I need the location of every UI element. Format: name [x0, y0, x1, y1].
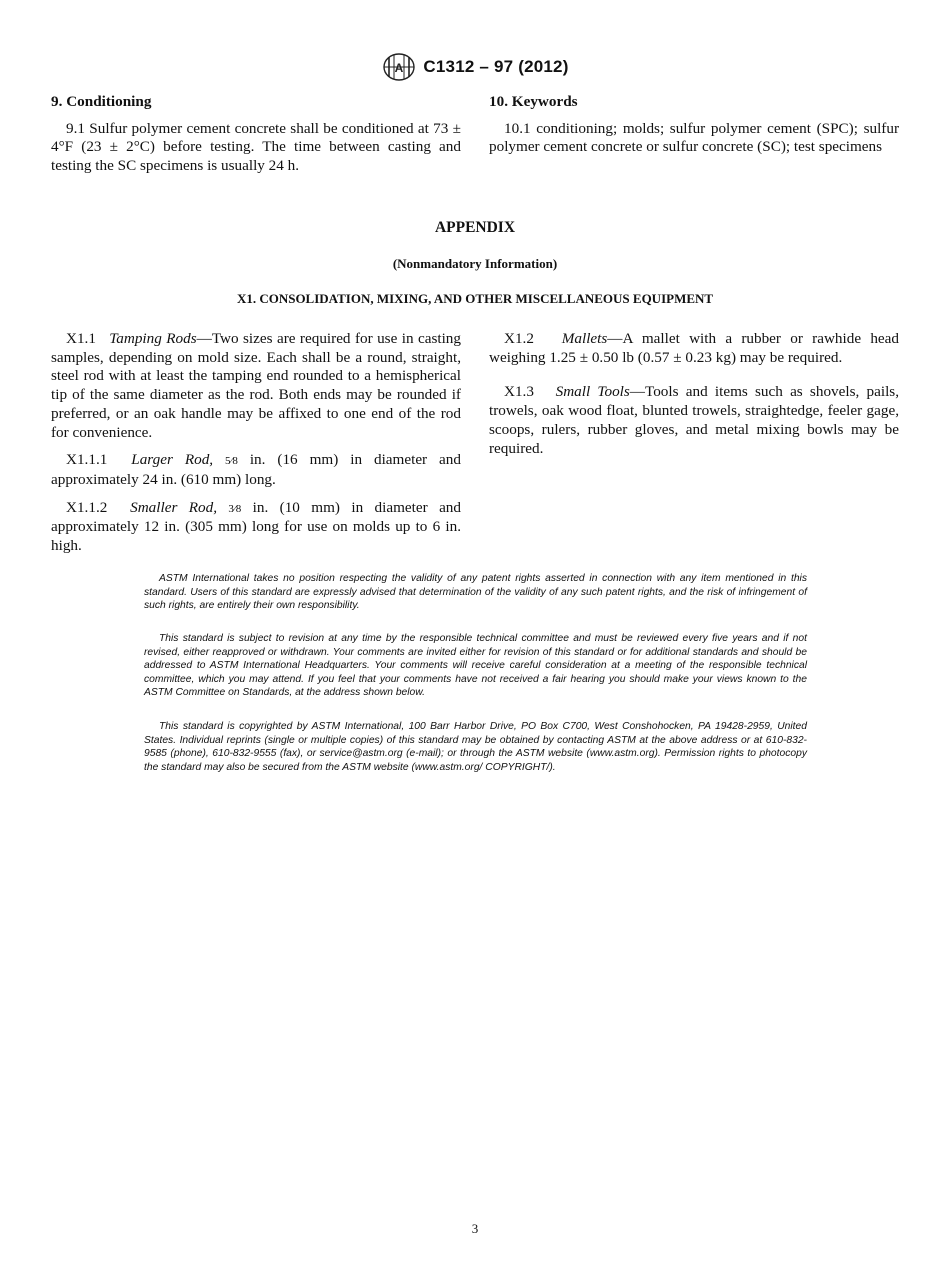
patent-notice: ASTM International takes no position respecting the validity of any patent rights asserted in connection with any item mentioned in this standard. Users of this standard are expressly advised that determination of the validity of any such patent rights, and the risk of infringement of such rights, are entirely their own responsibility.: [144, 573, 807, 612]
x1-3-paragraph: X1.3 Small Tools—Tools and items such as shovels, pails, trowels, oak wood float, blunted trowels, straightedge, feeler gage, scoops, rulers, rubber gloves, and metal mixing bowls may be required.: [489, 383, 899, 457]
page-number: 3: [471, 1221, 479, 1236]
x1-1-paragraph: X1.1 Tamping Rods—Two sizes are required for use in casting samples, depending on mold size. Each shall be a round, straight, steel rod with at least the tamping end rounded to a hemispherical tip of the same diameter as the rod. Both ends may be rounded if preferred, or an oak handle may be affixed to one end of the rod for convenience.: [51, 330, 461, 441]
section-10-1-paragraph: 10.1 conditioning; molds; sulfur polymer cement (SPC); sulfur polymer cement concrete or sulfur concrete (SC); test specimens: [489, 119, 899, 156]
right-column-top: [489, 93, 899, 157]
appendix-title: APPENDIX: [434, 219, 516, 236]
section-9-heading: 9. Conditioning: [51, 93, 152, 110]
section-9-1-paragraph: 9.1 Sulfur polymer cement concrete shall be conditioned at 73 ± 4°F (23 ± 2°C) before testing. The time between casting and testing the SC specimens is usually 24 h.: [51, 119, 461, 175]
revision-notice: This standard is subject to revision at any time by the responsible technical committee and must be reviewed every five years and if not revised, either reapproved or withdrawn. Your comments are invited either for revision of this standard or for additional standards and should be addressed to ASTM International Headquarters. Your comments will receive careful consideration at a meeting of the responsible technical committee, which you may attend. If you feel that your comments have not received a fair hearing you should make your views known to the ASTM Committee on Standards, at the address shown below.: [144, 633, 807, 699]
x1-1-1-paragraph: X1.1.1 Larger Rod, 5⁄8 in. (16 mm) in diameter and approximately 24 in. (610 mm) long.: [51, 451, 461, 488]
standard-designation: C1312 – 97 (2012): [423, 57, 569, 76]
svg-text:A: A: [395, 61, 404, 75]
left-column-top: [51, 93, 461, 176]
x1-2-paragraph: X1.2 Mallets—A mallet with a rubber or rawhide head weighing 1.25 ± 0.50 lb (0.57 ± 0.23 kg) may be required.: [489, 330, 899, 366]
astm-logo: [381, 52, 417, 82]
appendix-subtitle: (Nonmandatory Information): [392, 256, 558, 271]
section-10-heading: 10. Keywords: [489, 93, 578, 110]
appendix-right-column: [489, 330, 899, 458]
x1-heading: X1. CONSOLIDATION, MIXING, AND OTHER MISCELLANEOUS EQUIPMENT: [236, 291, 714, 306]
page-header: [0, 52, 950, 87]
appendix-left-column: [51, 330, 461, 556]
x1-1-2-paragraph: X1.1.2 Smaller Rod, 3⁄8 in. (10 mm) in diameter and approximately 12 in. (305 mm) long for use on molds up to 6 in. high.: [51, 498, 461, 555]
copyright-notice: This standard is copyrighted by ASTM International, 100 Barr Harbor Drive, PO Box C700, West Conshohocken, PA 19428-2959, United States. Individual reprints (single or multiple copies) of this standard may be obtained by contacting ASTM at the above address or at 610-832-9585 (phone), 610-832-9555 (fax), or service@astm.org (e-mail); or through the ASTM website (www.astm.org). Permission rights to photocopy the standard may also be secured from the ASTM website (www.astm.org/ COPYRIGHT/).: [144, 721, 807, 773]
